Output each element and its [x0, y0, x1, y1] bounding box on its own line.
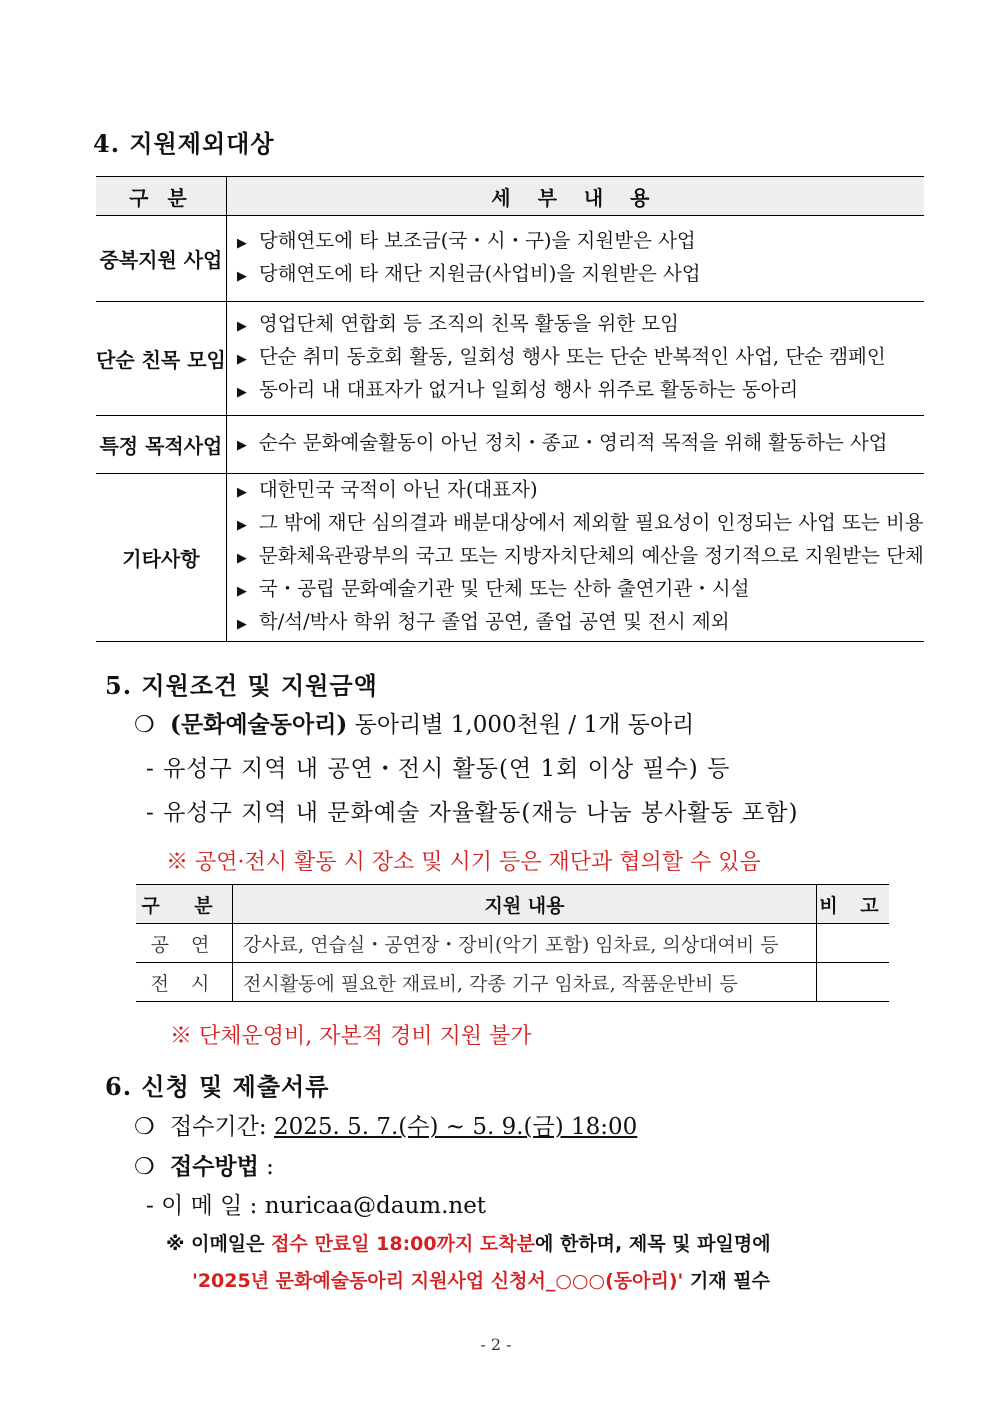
item-text: 단순 취미 동호회 활동, 일회성 행사 또는 단순 반복적인 사업, 단순 캠페인 — [258, 345, 886, 368]
list-item — [237, 475, 924, 508]
circle-bullet-icon: ❍ — [134, 712, 155, 738]
row-type: 전 시 — [150, 972, 218, 995]
list-item — [237, 607, 924, 640]
table-row — [96, 416, 924, 474]
exclusion-note: ※ 단체운영비, 자본적 경비 지원 불가 — [170, 1024, 532, 1049]
table-header-row — [136, 885, 889, 924]
row-items — [226, 474, 924, 642]
list-item — [237, 309, 924, 342]
triangle-bullet-icon: ▶ — [236, 518, 247, 533]
exclusion-table — [96, 176, 924, 642]
table-row — [96, 474, 924, 642]
condition-2: - 유성구 지역 내 문화예술 자율활동(재능 나눔 봉사활동 포함) — [146, 800, 799, 826]
row-category: 단순 친목 모임 — [96, 348, 226, 372]
list-item — [237, 574, 924, 607]
row-category: 중복지원 사업 — [99, 248, 223, 272]
row-items — [226, 302, 924, 416]
item-text: 동아리 내 대표자가 없거나 일회성 행사 위주로 활동하는 동아리 — [258, 378, 799, 401]
triangle-bullet-icon: ▶ — [236, 617, 247, 632]
email-note-line2 — [192, 1266, 770, 1293]
list-item — [237, 259, 924, 292]
item-text: 당해연도에 타 재단 지원금(사업비)을 지원받은 사업 — [258, 261, 701, 285]
triangle-bullet-icon: ▶ — [236, 584, 247, 599]
email-line — [146, 1187, 486, 1220]
list-item — [237, 541, 924, 574]
triangle-bullet-icon: ▶ — [236, 319, 247, 334]
application-period — [134, 1108, 637, 1141]
list-item — [237, 342, 924, 375]
support-amount: 동아리별 1,000천원 / 1개 동아리 — [347, 712, 695, 738]
row-content: 전시활동에 필요한 재료비, 각종 기구 임차료, 작품운반비 등 — [233, 963, 817, 1002]
row-type: 공 연 — [150, 933, 218, 956]
section5-heading: 5. 지원조건 및 지원금액 — [105, 671, 378, 700]
filename-highlight: '2025년 문화예술동아리 지원사업 신청서_○○○(동아리)' — [192, 1270, 684, 1292]
email-note-line1 — [166, 1229, 771, 1256]
triangle-bullet-icon: ▶ — [236, 385, 247, 400]
table-row — [136, 924, 889, 963]
table-row — [96, 216, 924, 302]
header-category: 구 분 — [129, 185, 193, 210]
list-item — [237, 508, 924, 541]
deadline-highlight: 접수 만료일 18:00까지 도착분 — [271, 1233, 535, 1255]
item-text: 국・공립 문화예술기관 및 단체 또는 산하 출연기관・시설 — [258, 577, 750, 600]
item-text: 문화체육관광부의 국고 또는 지방자치단체의 예산을 정기적으로 지원받는 단체 — [258, 544, 924, 567]
row-items — [226, 416, 924, 474]
item-text: 순수 문화예술활동이 아닌 정치・종교・영리적 목적을 위해 활동하는 사업 — [258, 431, 888, 454]
header-remark: 비 고 — [817, 885, 890, 924]
consult-note: ※ 공연·전시 활동 시 장소 및 시기 등은 재단과 협의할 수 있음 — [166, 850, 761, 875]
section6-heading: 6. 신청 및 제출서류 — [105, 1072, 330, 1101]
note2-suffix: 기재 필수 — [683, 1270, 770, 1292]
note-suffix: 에 한하며, 제목 및 파일명에 — [535, 1233, 771, 1255]
application-method — [134, 1148, 274, 1181]
header-details: 세 부 내 용 — [226, 177, 924, 216]
support-content-table — [136, 884, 889, 1002]
method-colon: : — [258, 1154, 274, 1180]
triangle-bullet-icon: ▶ — [236, 551, 247, 566]
item-text: 영업단체 연합회 등 조직의 친목 활동을 위한 모임 — [258, 312, 679, 335]
note-prefix: ※ 이메일은 — [166, 1233, 272, 1255]
table-row — [96, 302, 924, 416]
item-text: 대한민국 국적이 아닌 자(대표자) — [258, 478, 538, 501]
row-content: 강사료, 연습실・공연장・장비(악기 포함) 임차료, 의상대여비 등 — [233, 924, 817, 963]
email-address: nuricaa@daum.net — [264, 1193, 487, 1219]
header-content: 지원 내용 — [233, 885, 817, 924]
triangle-bullet-icon: ▶ — [236, 268, 247, 284]
circle-bullet-icon: ❍ — [134, 1154, 155, 1180]
item-text: 학/석/박사 학위 청구 졸업 공연, 졸업 공연 및 전시 제외 — [258, 610, 730, 633]
table-header-row — [96, 177, 924, 216]
support-amount-line — [134, 706, 694, 739]
method-label: 접수방법 — [170, 1153, 259, 1180]
list-item — [237, 428, 924, 461]
condition-1: - 유성구 지역 내 공연・전시 활동(연 1회 이상 필수) 등 — [146, 756, 731, 782]
item-text: 그 밖에 재단 심의결과 배분대상에서 제외할 필요성이 인정되는 사업 또는 비용 — [258, 511, 924, 534]
header-type: 구 분 — [141, 894, 227, 917]
triangle-bullet-icon: ▶ — [236, 235, 247, 251]
row-items — [226, 216, 924, 302]
row-category: 특정 목적사업 — [99, 434, 223, 458]
period-value: 2025. 5. 7.(수) ~ 5. 9.(금) 18:00 — [273, 1114, 638, 1140]
email-label: - 이 메 일 : — [146, 1193, 265, 1219]
row-category: 기타사항 — [122, 547, 200, 571]
row-remark — [817, 963, 890, 1002]
list-item — [237, 375, 924, 408]
list-item — [237, 226, 924, 259]
page-number: - 2 - — [480, 1335, 512, 1354]
item-text: 당해연도에 타 보조금(국・시・구)을 지원받은 사업 — [258, 228, 696, 252]
triangle-bullet-icon: ▶ — [236, 485, 247, 500]
table-row — [136, 963, 889, 1002]
triangle-bullet-icon: ▶ — [236, 438, 247, 453]
circle-bullet-icon: ❍ — [134, 1114, 155, 1140]
period-label: 접수기간: — [170, 1114, 274, 1140]
row-remark — [817, 924, 890, 963]
triangle-bullet-icon: ▶ — [236, 352, 247, 367]
section4-heading: 4. 지원제외대상 — [93, 129, 275, 158]
support-target: (문화예술동아리) — [170, 711, 348, 738]
